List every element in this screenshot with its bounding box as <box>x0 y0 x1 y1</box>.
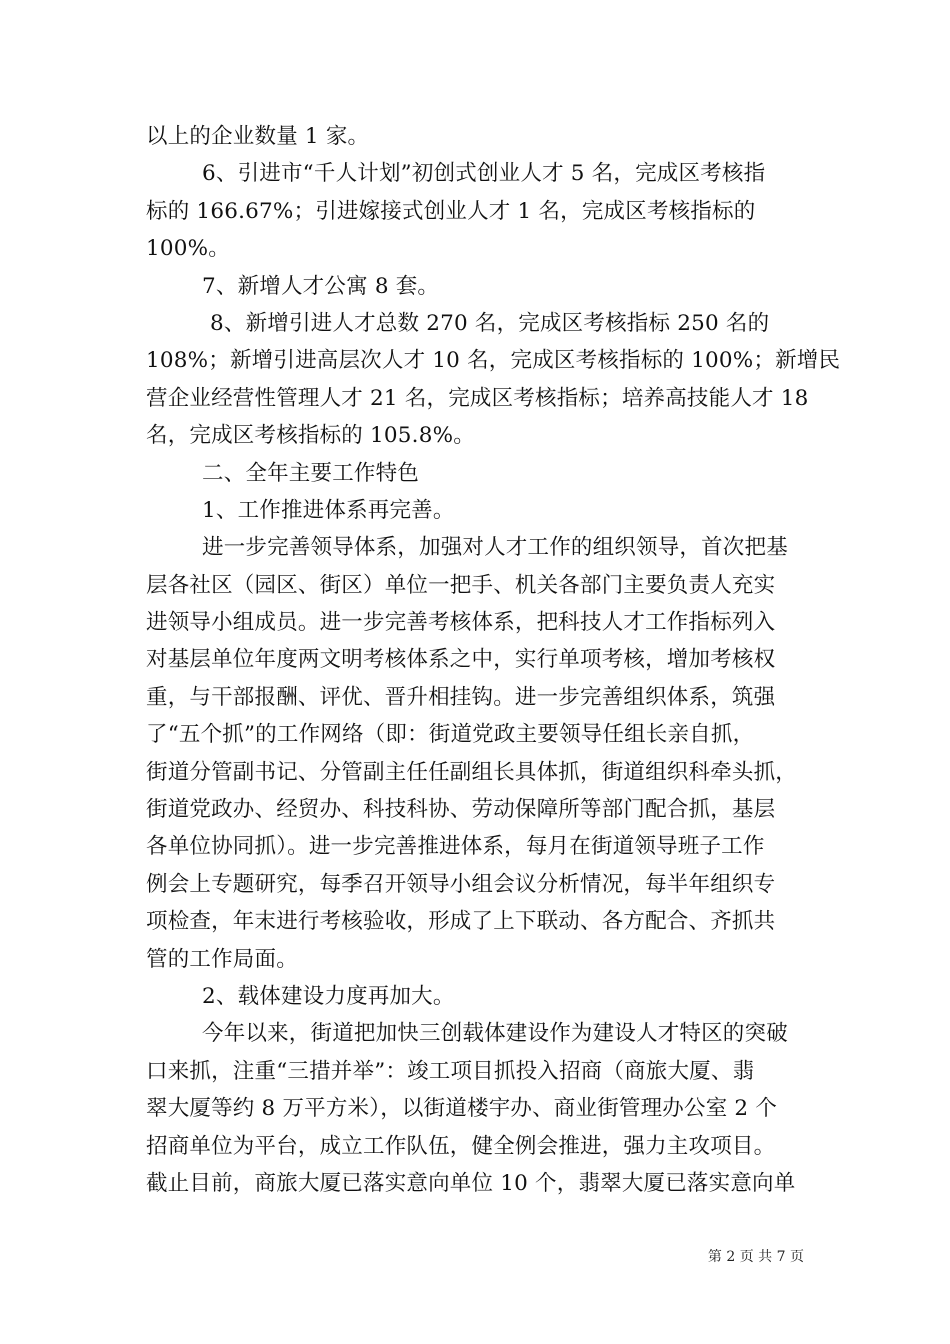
text-line: 标的 166.67%；引进嫁接式创业人才 1 名，完成区考核指标的 <box>146 198 756 224</box>
text-line: 层各社区（园区、街区）单位一把手、机关各部门主要负责人充实 <box>146 572 776 598</box>
text-line: 6、引进市“千人计划”初创式创业人才 5 名，完成区考核指 <box>202 161 766 187</box>
text-line: 各单位协同抓）。进一步完善推进体系，每月在街道领导班子工作 <box>146 834 765 860</box>
text-line: 7、新增人才公寓 8 套。 <box>202 273 440 299</box>
page-number: 第 2 页 共 7 页 <box>707 1249 804 1265</box>
text-line: 营企业经营性管理人才 21 名，完成区考核指标；培养高技能人才 18 <box>146 385 809 411</box>
text-line: 100%。 <box>146 236 230 262</box>
text-line: 例会上专题研究，每季召开领导小组会议分析情况，每半年组织专 <box>146 871 776 897</box>
text-line: 翠大厦等约 8 万平方米），以街道楼宇办、商业街管理办公室 2 个 <box>146 1096 778 1122</box>
text-line: 以上的企业数量 1 家。 <box>146 124 370 149</box>
text-line: 进一步完善领导体系，加强对人才工作的组织领导，首次把基 <box>202 535 788 561</box>
text-line: 了“五个抓”的工作网络（即：街道党政主要领导任组长亲自抓， <box>146 722 755 748</box>
document-body <box>146 118 841 1202</box>
text-line: 项检查，年末进行考核验收，形成了上下联动、各方配合、齐抓共 <box>146 909 776 935</box>
text-line: 对基层单位年度两文明考核体系之中，实行单项考核，增加考核权 <box>146 647 776 673</box>
text-line: 街道分管副书记、分管副主任任副组长具体抓，街道组织科牵头抓， <box>146 759 798 785</box>
text-line: 今年以来，街道把加快三创载体建设作为建设人才特区的突破 <box>202 1021 788 1047</box>
text-line: 管的工作局面。 <box>146 946 298 972</box>
text-line: 招商单位为平台，成立工作队伍，健全例会推进，强力主攻项目。 <box>146 1133 776 1159</box>
text-line: 截止目前，商旅大厦已落实意向单位 10 个，翡翠大厦已落实意向单 <box>146 1170 796 1196</box>
text-line: 8、新增引进人才总数 270 名，完成区考核指标 250 名的 <box>210 310 770 336</box>
text-line: 街道党政办、经贸办、科技科协、劳动保障所等部门配合抓，基层 <box>146 797 776 823</box>
text-line: 进领导小组成员。进一步完善考核体系，把科技人才工作指标列入 <box>146 610 776 636</box>
text-line: 1、工作推进体系再完善。 <box>202 497 455 523</box>
text-line: 二、全年主要工作特色 <box>202 460 420 486</box>
text-line: 2、载体建设力度再加大。 <box>202 983 455 1009</box>
text-line: 108%；新增引进高层次人才 10 名，完成区考核指标的 100%；新增民 <box>146 348 841 374</box>
text-line: 名，完成区考核指标的 105.8%。 <box>146 423 475 449</box>
text-line: 口来抓，注重“三措并举”：竣工项目抓投入招商（商旅大厦、翡 <box>146 1058 755 1084</box>
text-line: 重，与干部报酬、评优、晋升相挂钩。进一步完善组织体系，筑强 <box>146 684 776 710</box>
